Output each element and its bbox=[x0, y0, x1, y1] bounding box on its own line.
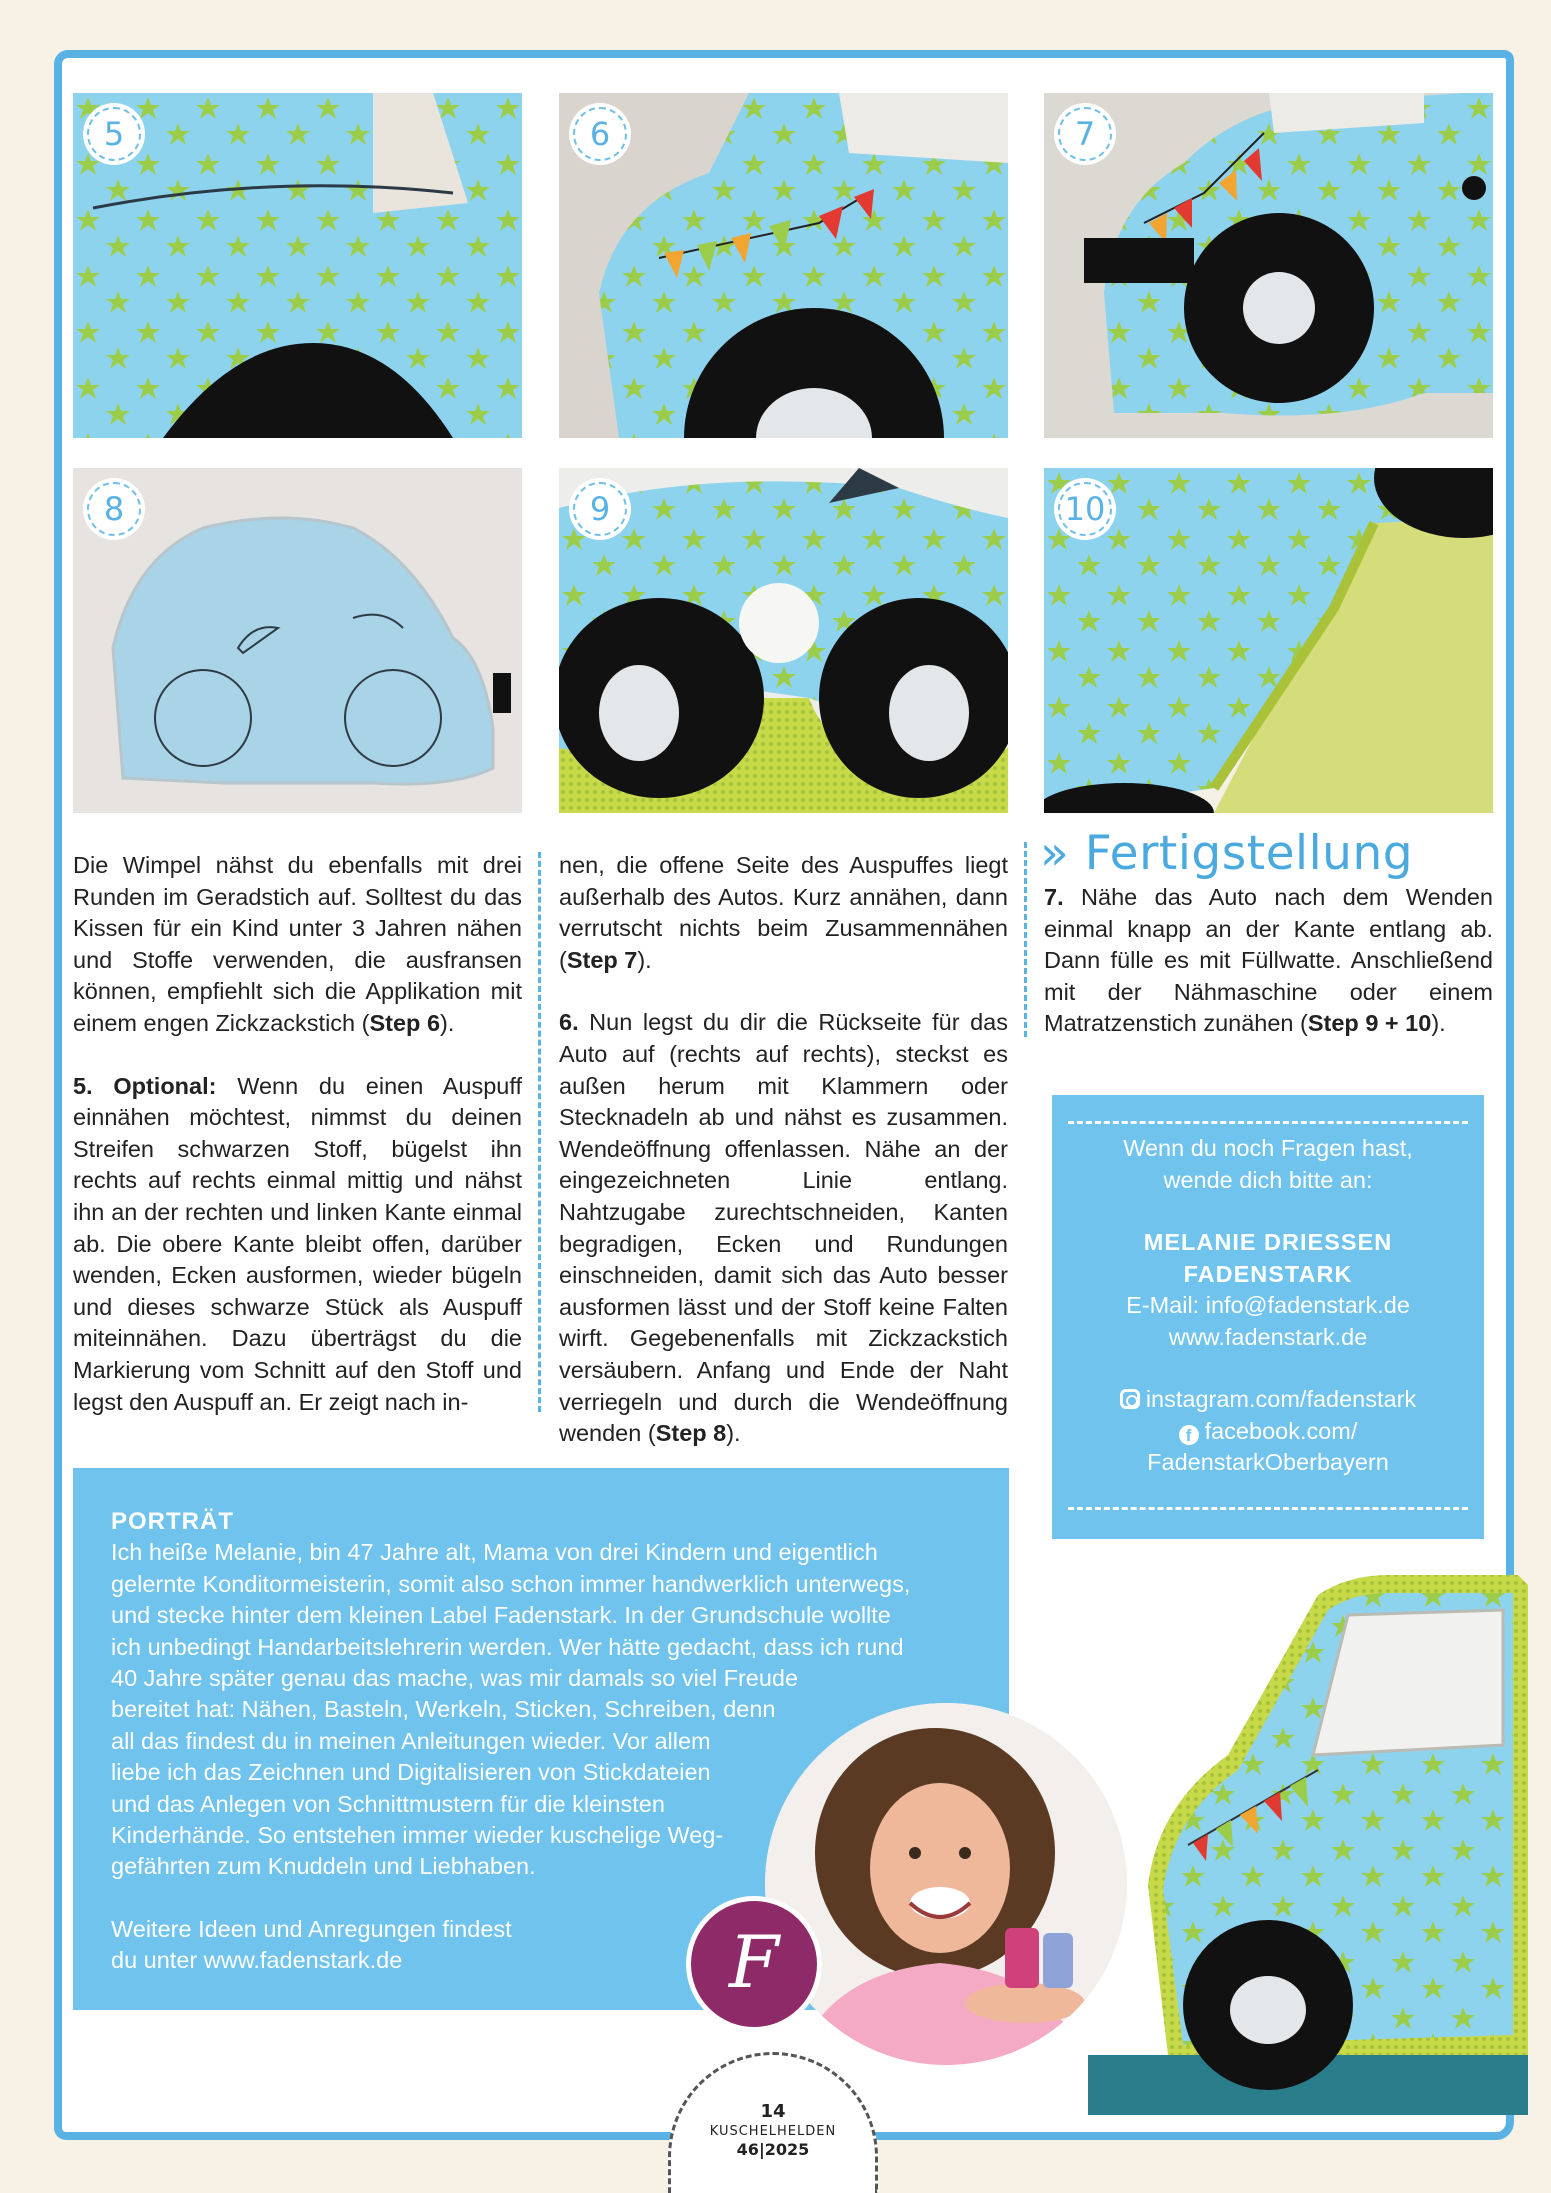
step-badge: 5 bbox=[87, 107, 141, 161]
section-heading: » Fertigstellung bbox=[1040, 826, 1414, 881]
step-badge: 9 bbox=[573, 482, 627, 536]
contact-email[interactable]: E-Mail: info@fadenstark.de bbox=[1126, 1292, 1410, 1318]
facebook-link[interactable]: f facebook.com/ bbox=[1052, 1416, 1484, 1448]
paragraph: 7. Nähe das Auto nach dem Wenden einmal knapp an der Kante entlang ab. Dann fülle es mit Füllwatte. Anschließend mit der Nähmaschine oder einem Matratzenstich zunähen (Step 9 + 10). bbox=[1044, 884, 1493, 1037]
contact-intro: Wenn du noch Fragen hast, bbox=[1123, 1135, 1413, 1161]
facebook-link-cont[interactable]: FadenstarkOberbayern bbox=[1147, 1449, 1389, 1475]
step-5-photo bbox=[73, 93, 522, 438]
fadenstark-logo: F bbox=[686, 1896, 822, 2032]
dashed-divider bbox=[1068, 1507, 1468, 1510]
step-badge: 6 bbox=[573, 107, 627, 161]
step-9-photo bbox=[559, 468, 1008, 813]
magazine-name: KUSCHELHELDEN bbox=[709, 2124, 837, 2139]
facebook-icon: f bbox=[1179, 1425, 1199, 1445]
contact-brand: FADENSTARK bbox=[1183, 1260, 1353, 1287]
step-badge: 7 bbox=[1058, 107, 1112, 161]
paragraph: Die Wimpel nähst du ebenfalls mit drei Runden im Geradstich auf. Solltest du das Kissen für ein Kind unter 3 Jahren nähen und Stoffe verwenden, die ausfransen können, empfiehlt sich die Applikation mit einem engen Zickzackstich (Step 6). bbox=[73, 852, 522, 1036]
step-10-photo bbox=[1044, 468, 1493, 813]
text-column-3 bbox=[1044, 882, 1493, 1071]
contact-intro: wende dich bitte an: bbox=[1163, 1166, 1373, 1193]
paragraph: 5. Optional: Wenn du einen Auspuff einnähen möchtest, nimmst du deinen Streifen schwarzen Stoff, bügelst ihn rechts auf rechts einmal mittig und nähst ihn an der rechten und linken Kante einmal ab. Die obere Kante bleibt offen, darüber wenden, Ecken ausformen, wieder bügeln und dieses schwarze Stück als Auspuff miteinnähen. Dazu überträgst du die Markierung vom Schnitt auf den Stoff und legst den Auspuff an. Er zeigt nach in- bbox=[73, 1072, 522, 1415]
contact-website[interactable]: www.fadenstark.de bbox=[1168, 1323, 1368, 1350]
step-badge: 8 bbox=[87, 482, 141, 536]
step-badge: 10 bbox=[1058, 482, 1112, 536]
instagram-icon bbox=[1120, 1389, 1140, 1409]
step-7-photo bbox=[1044, 93, 1493, 438]
instagram-link[interactable]: instagram.com/fadenstark bbox=[1052, 1384, 1484, 1416]
column-divider bbox=[538, 852, 541, 1412]
author-photo bbox=[765, 1703, 1127, 2065]
car-pillow-photo bbox=[1088, 1555, 1528, 2115]
portrait-more: Weitere Ideen und Anregungen findest du unter www.fadenstark.de bbox=[111, 1915, 512, 1974]
contact-name: MELANIE DRIESSEN bbox=[1143, 1229, 1393, 1255]
paragraph: nen, die offene Seite des Auspuffes liegt außerhalb des Autos. Kurz annähen, dann verrutscht nichts beim Zusammennähen (Step 7). bbox=[559, 852, 1008, 973]
dashed-divider bbox=[1068, 1121, 1468, 1124]
text-column-2 bbox=[559, 850, 1008, 1481]
contact-box bbox=[1052, 1095, 1484, 1539]
step-8-photo bbox=[73, 468, 522, 813]
page-number: 14 bbox=[760, 2101, 786, 2122]
portrait-text: Ich heiße Melanie, bin 47 Jahre alt, Mama von drei Kindern und eigentlich gelernte Konditormeisterin, somit also schon immer handwerklich unterwegs, und stecke hinter dem kleinen Label Fadenstark. In der Grundschule wollte ich unbedingt Handarbeitslehrerin werden. Wer hätte gedacht, dass ich rund 40 Jahre später genau das mache, was mir damals so viel Freude bereitet hat: Nähen, Basteln, Werkeln, Sticken, Schreiben, denn all das findest du in meinen Anleitungen wieder. Vor allem liebe ich das Zeichnen und Digitalisieren von Stickdateien und das Anlegen von Schnittmustern für die kleinsten Kinderhände. So entstehen immer wieder kuschelige Weg- gefährten zum Knuddeln und Liebhaben. bbox=[111, 1539, 911, 1880]
portrait-title: PORTRÄT bbox=[111, 1508, 234, 1535]
paragraph: 6. Nun legst du dir die Rückseite für das Auto auf (rechts auf rechts), steckst es außen herum mit Klammern oder Stecknadeln ab und nähst es zusammen. Wendeöffnung offenlassen. Nähe an der eingezeichneten Linie entlang. Nahtzugabe zurechtschneiden, Kanten begradigen, Ecken und Rundungen einschneiden, damit sich das Auto besser ausformen lässt und der Stoff keine Falten wirft. Gegebenenfalls mit Zickzackstich versäubern. Anfang und Ende der Naht verriegeln und durch die Wendeöffnung wenden (Step 8). bbox=[559, 1009, 1008, 1447]
step-6-photo bbox=[559, 93, 1008, 438]
text-column-1 bbox=[73, 850, 522, 1449]
column-divider bbox=[1024, 842, 1027, 1037]
issue-number: 46|2025 bbox=[736, 2140, 810, 2159]
